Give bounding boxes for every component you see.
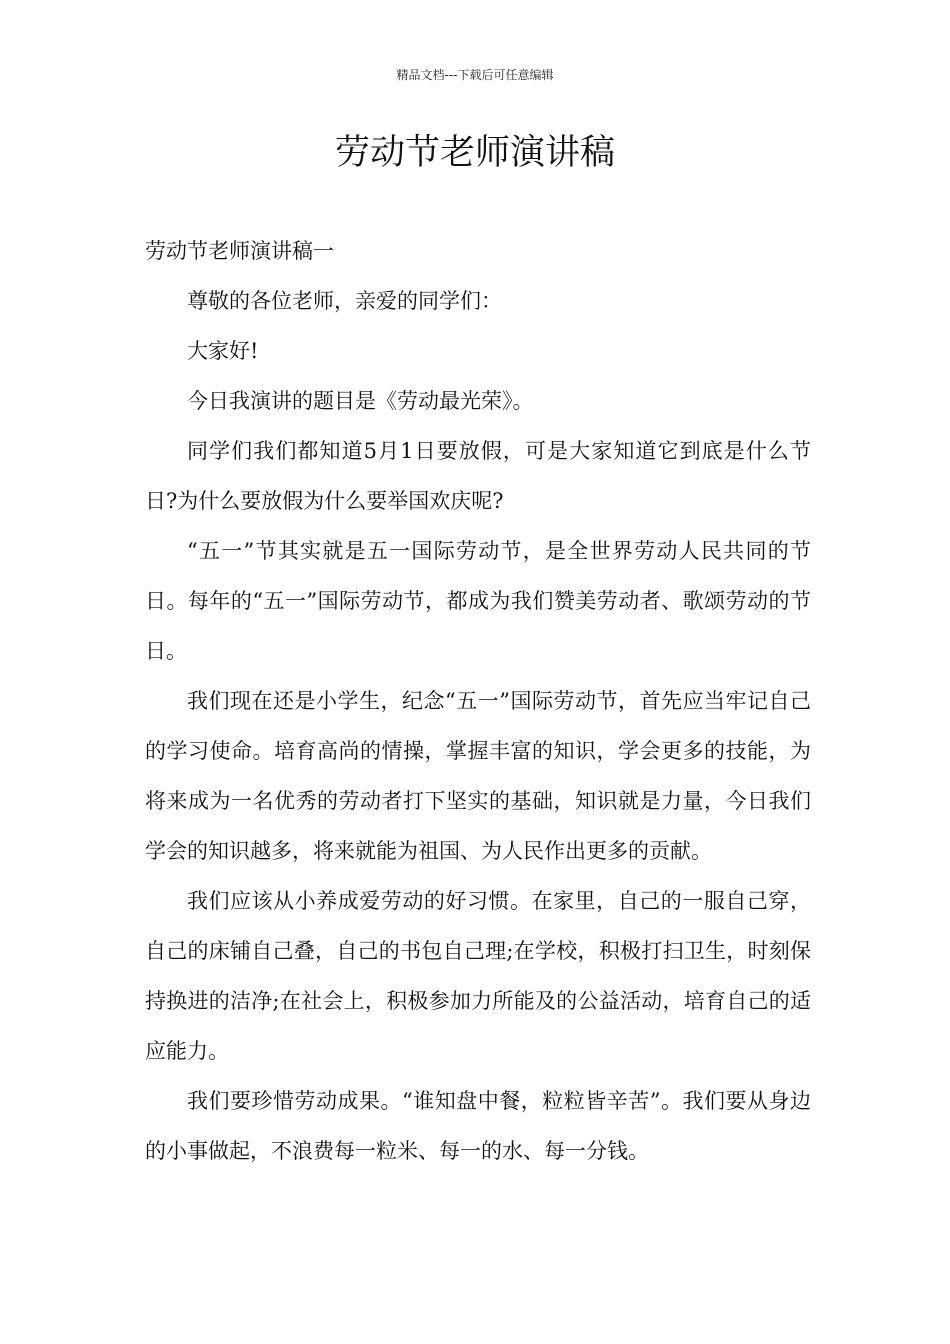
- document-title: 劳动节老师演讲稿: [334, 133, 615, 173]
- paragraph-greeting: 尊敬的各位老师，亲爱的同学们：: [187, 289, 502, 313]
- paragraph: 我们应该从小养成爱劳动的好习惯。在家里，自己的一服自己穿，自己的床铺自己叠，自己的书包自己理;在学校，积极打扫卫生，时刻保持换进的洁净;在社会上，积极参加力所能及的公益活动，培育自己的适应能力。: [145, 889, 811, 1063]
- section-heading: 劳动节老师演讲稿一: [145, 239, 334, 263]
- paragraph: 同学们我们都知道5月1日要放假，可是大家知道它到底是什么节日?为什么要放假为什么要举国欢庆呢?: [145, 439, 811, 513]
- header-note: 精品文档---下载后可任意编辑: [396, 68, 554, 82]
- paragraph-topic: 今日我演讲的题目是《劳动最光荣》。: [187, 389, 534, 413]
- document-body: [145, 226, 811, 1176]
- paragraph: 我们现在还是小学生，纪念“五一”国际劳动节，首先应当牢记自己的学习使命。培育高尚的情操，掌握丰富的知识，学会更多的技能，为将来成为一名优秀的劳动者打下坚实的基础，知识就是力量，今日我们学会的知识越多，将来就能为祖国、为人民作出更多的贡献。: [145, 689, 811, 863]
- paragraph: 我们要珍惜劳动成果。“谁知盘中餐，粒粒皆辛苦”。我们要从身边的小事做起，不浪费每一粒米、每一的水、每一分钱。: [145, 1089, 811, 1163]
- paragraph-hello: 大家好!: [187, 339, 259, 363]
- paragraph: “五一”节其实就是五一国际劳动节，是全世界劳动人民共同的节日。每年的“五一”国际劳动节，都成为我们赞美劳动者、歌颂劳动的节日。: [145, 539, 811, 663]
